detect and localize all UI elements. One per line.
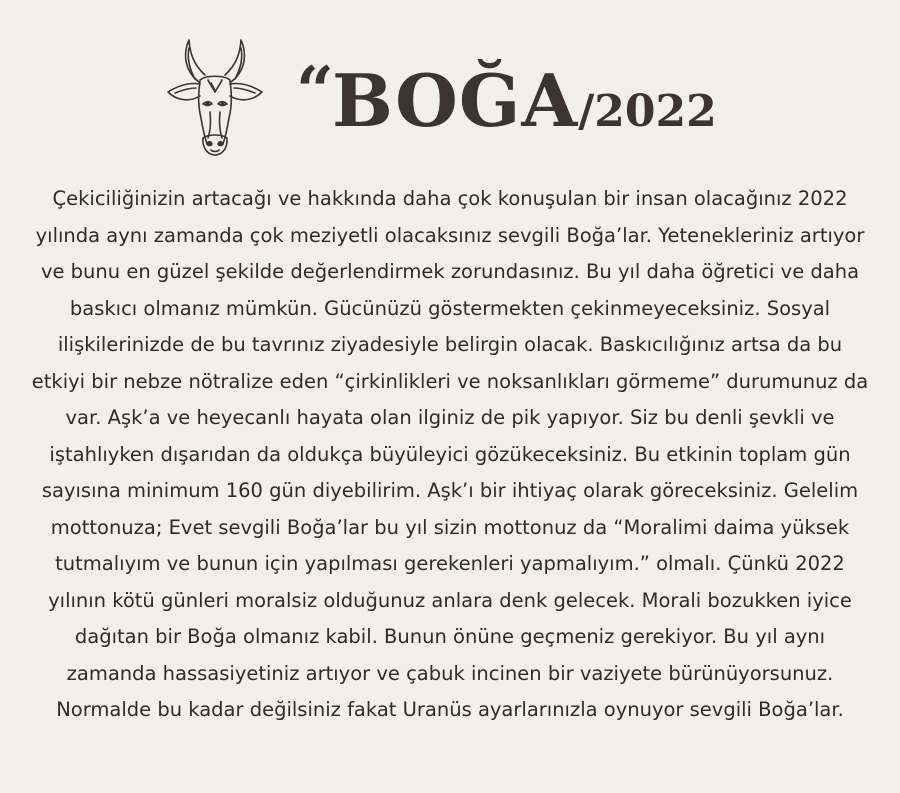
- horoscope-paragraph: [18, 181, 882, 729]
- header: [0, 0, 900, 175]
- paragraph-line: etkiyi bir nebze nötralize eden “çirkinlikleri ve noksanlıkları görmeme” durumunuz da: [31, 369, 869, 393]
- title-quote-mark: “: [296, 52, 332, 130]
- paragraph-line: zamanda hassasiyetiniz artıyor ve çabuk incinen bir vaziyete bürünüyorsunuz.: [66, 661, 834, 685]
- paragraph-line: sayısına minimum 160 gün diyebilirim. Aşk’ı bir ihtiyaç olarak göreceksiniz. Gelelim: [41, 479, 859, 502]
- paragraph-line: iştahlıyken dışarıdan da oldukça büyüleyici gözükeceksiniz. Bu etkinin toplam gün: [49, 442, 851, 466]
- paragraph-line: ve bunu en güzel şekilde değerlendirmek zorundasınız. Bu yıl daha öğretici ve daha: [40, 260, 860, 283]
- paragraph-line: Çekiciliğinizin artacağı ve hakkında daha çok konuşulan bir insan olacağınız 2022: [52, 187, 848, 210]
- paragraph-line: mottonuza; Evet sevgili Boğa’lar bu yıl sizin mottonuz da “Moralimi daima yüksek: [50, 515, 850, 539]
- paragraph-line: tutmalıyım ve bunun için yapılması gerekenleri yapmalıyım.” olmalı. Çünkü 2022: [55, 552, 845, 575]
- paragraph-line: Normalde bu kadar değilsiniz fakat Uranüs ayarlarınızla oynuyor sevgili Boğa’lar.: [56, 698, 844, 721]
- paragraph-line: var. Aşk’a ve heyecanlı hayata olan ilginiz de pik yapıyor. Siz bu denli şevkli ve: [65, 406, 835, 429]
- paragraph-line: yılında aynı zamanda çok meziyetli olacaksınız sevgili Boğa’lar. Yetenekleriniz artıyor: [35, 223, 865, 247]
- paragraph-line: yılının kötü günleri moralsiz olduğunuz anlara denk gelecek. Morali bozukken iyice: [48, 588, 852, 612]
- title-sign-name: BOĞA: [331, 58, 579, 143]
- title-year: /2022: [578, 86, 717, 137]
- bull-head-icon: [160, 34, 270, 162]
- page-title: [296, 52, 717, 143]
- paragraph-line: ilişkilerinizde de bu tavrınız ziyadesiyle belirgin olacak. Baskıcılığınız artsa da bu: [57, 333, 843, 356]
- paragraph-line: dağıtan bir Boğa olmanız kabil. Bunun önüne geçmeniz gerekiyor. Bu yıl aynı: [74, 625, 826, 648]
- paragraph-line: baskıcı olmanız mümkün. Gücünüzü göstermekten çekinmeyeceksiniz. Sosyal: [69, 296, 831, 320]
